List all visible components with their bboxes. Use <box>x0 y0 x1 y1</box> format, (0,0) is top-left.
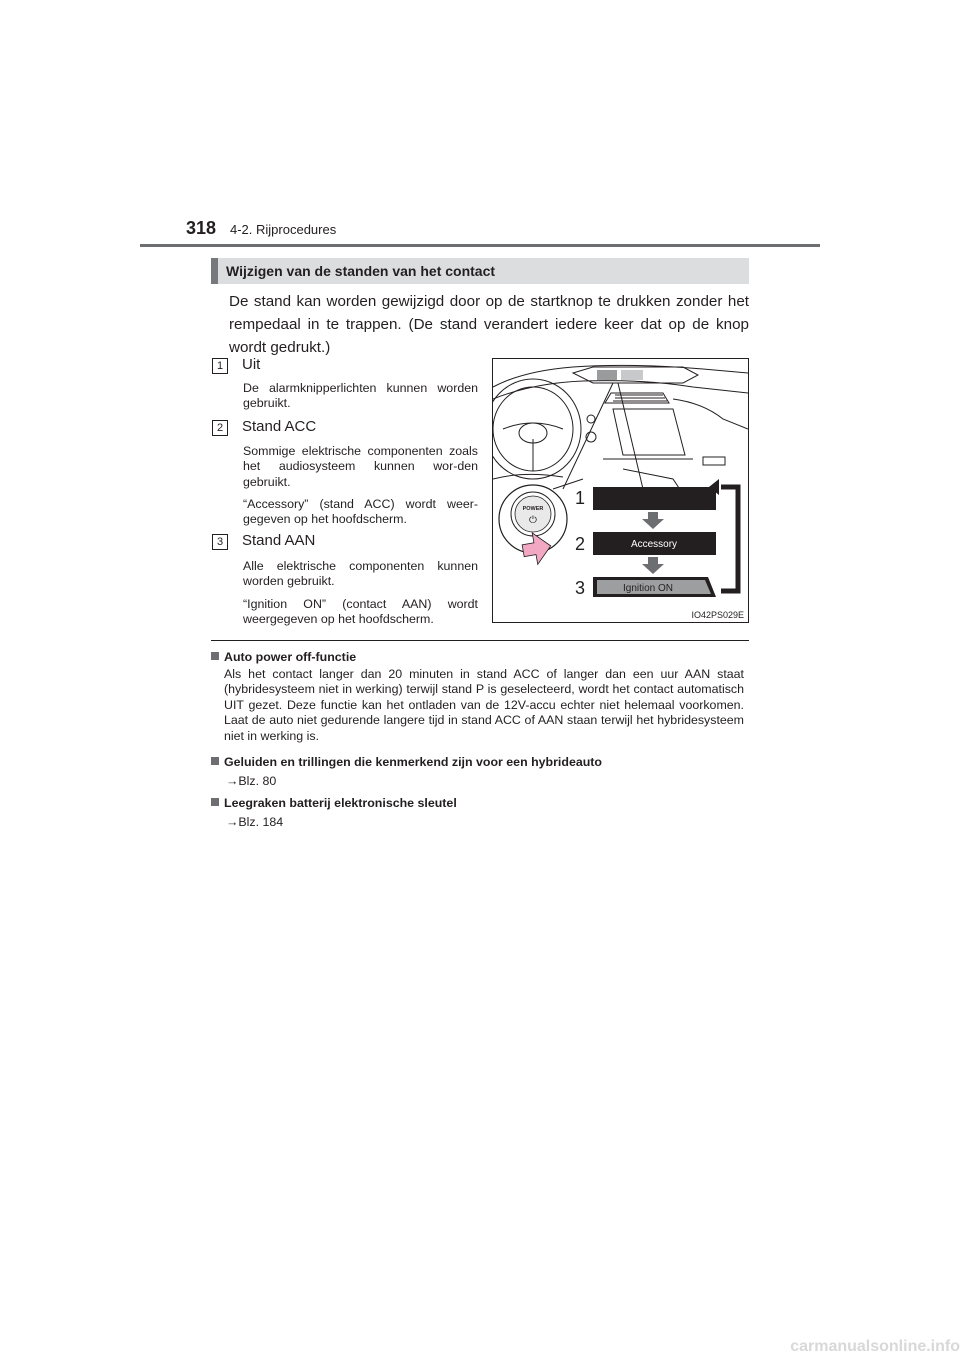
item-title-1: Uit <box>242 356 261 373</box>
watermark: carmanualsonline.info <box>790 1338 960 1355</box>
display-ignition-text: Ignition ON <box>622 583 674 594</box>
power-symbol-icon: ⏻ <box>529 515 537 526</box>
page-number: 318 <box>186 218 217 238</box>
intro-paragraph: De stand kan worden gewijzigd door op de startknop te drukken zonder het rempedaal in te trappen. (De stand verandert iedere keer dat op de knop wordt gedrukt.) <box>229 293 749 356</box>
note-heading-hybrid-sounds <box>211 755 602 769</box>
figure-code: IO42PS029E <box>691 610 744 620</box>
callout-1: 1 <box>575 488 586 508</box>
item-title-2: Stand ACC <box>242 418 317 435</box>
note-heading-text: Leegraken batterij elektronische sleutel <box>224 796 457 810</box>
dashboard-illustration <box>492 358 749 623</box>
arrow-down-icon <box>642 512 664 529</box>
section-divider <box>211 640 749 641</box>
bullet-square-icon <box>211 798 219 806</box>
callout-3: 3 <box>575 578 586 598</box>
item-desc-2a: Sommige elektrische componenten zoals het audiosysteem kunnen wor-den gebruikt. <box>243 444 478 489</box>
dashboard-drawing <box>493 359 748 622</box>
power-button-label: POWER <box>522 506 544 512</box>
note-heading-auto-power-off <box>211 650 356 664</box>
bullet-square-icon <box>211 757 219 765</box>
item-number-1: 1 <box>212 358 228 374</box>
chapter-title: 4-2. Rijprocedures <box>230 222 337 237</box>
callout-2: 2 <box>575 534 586 554</box>
header-rule <box>140 244 820 247</box>
note-heading-text: Geluiden en trillingen die kenmerkend zijn voor een hybrideauto <box>224 755 602 769</box>
section-heading-text: Wijzigen van de standen van het contact <box>226 263 496 279</box>
section-heading <box>211 258 749 284</box>
note-body-auto-power-off: Als het contact langer dan 20 minuten in stand ACC of langer dan een uur AAN staat (hybridesysteem niet in werking) terwijl stand P is geselecteerd, wordt het contact automatisch UIT gezet. Deze functie kan het ontladen van de 12V-accu echter niet helemaal voorkomen. Laat de auto niet gedurende langere tijd in stand ACC of AAN staan terwijl het hybridesysteem niet in werking is. <box>224 667 744 743</box>
display-off <box>593 487 716 510</box>
section-heading-bar <box>211 258 218 284</box>
display-accessory-text: Accessory <box>630 539 678 550</box>
bullet-square-icon <box>211 652 219 660</box>
item-number-3: 3 <box>212 534 228 550</box>
note-ref-hybrid-sounds[interactable]: →Blz. 80 <box>226 774 277 788</box>
note-heading-text: Auto power off-functie <box>224 650 357 664</box>
return-loop-line <box>721 487 738 591</box>
item-desc-1: De alarmknipperlichten kunnen worden gebruikt. <box>243 381 478 411</box>
note-heading-key-battery <box>211 796 457 810</box>
note-ref-key-battery[interactable]: →Blz. 184 <box>226 815 284 829</box>
item-number-2: 2 <box>212 420 228 436</box>
arrow-down-icon <box>642 557 664 574</box>
item-title-3: Stand AAN <box>242 532 316 549</box>
item-desc-2b: “Accessory” (stand ACC) wordt weer-gegeven op het hoofdscherm. <box>243 497 478 527</box>
item-desc-3b: “Ignition ON” (contact AAN) wordt weergegeven op het hoofdscherm. <box>243 597 478 627</box>
item-desc-3a: Alle elektrische componenten kunnen worden gebruikt. <box>243 559 478 589</box>
